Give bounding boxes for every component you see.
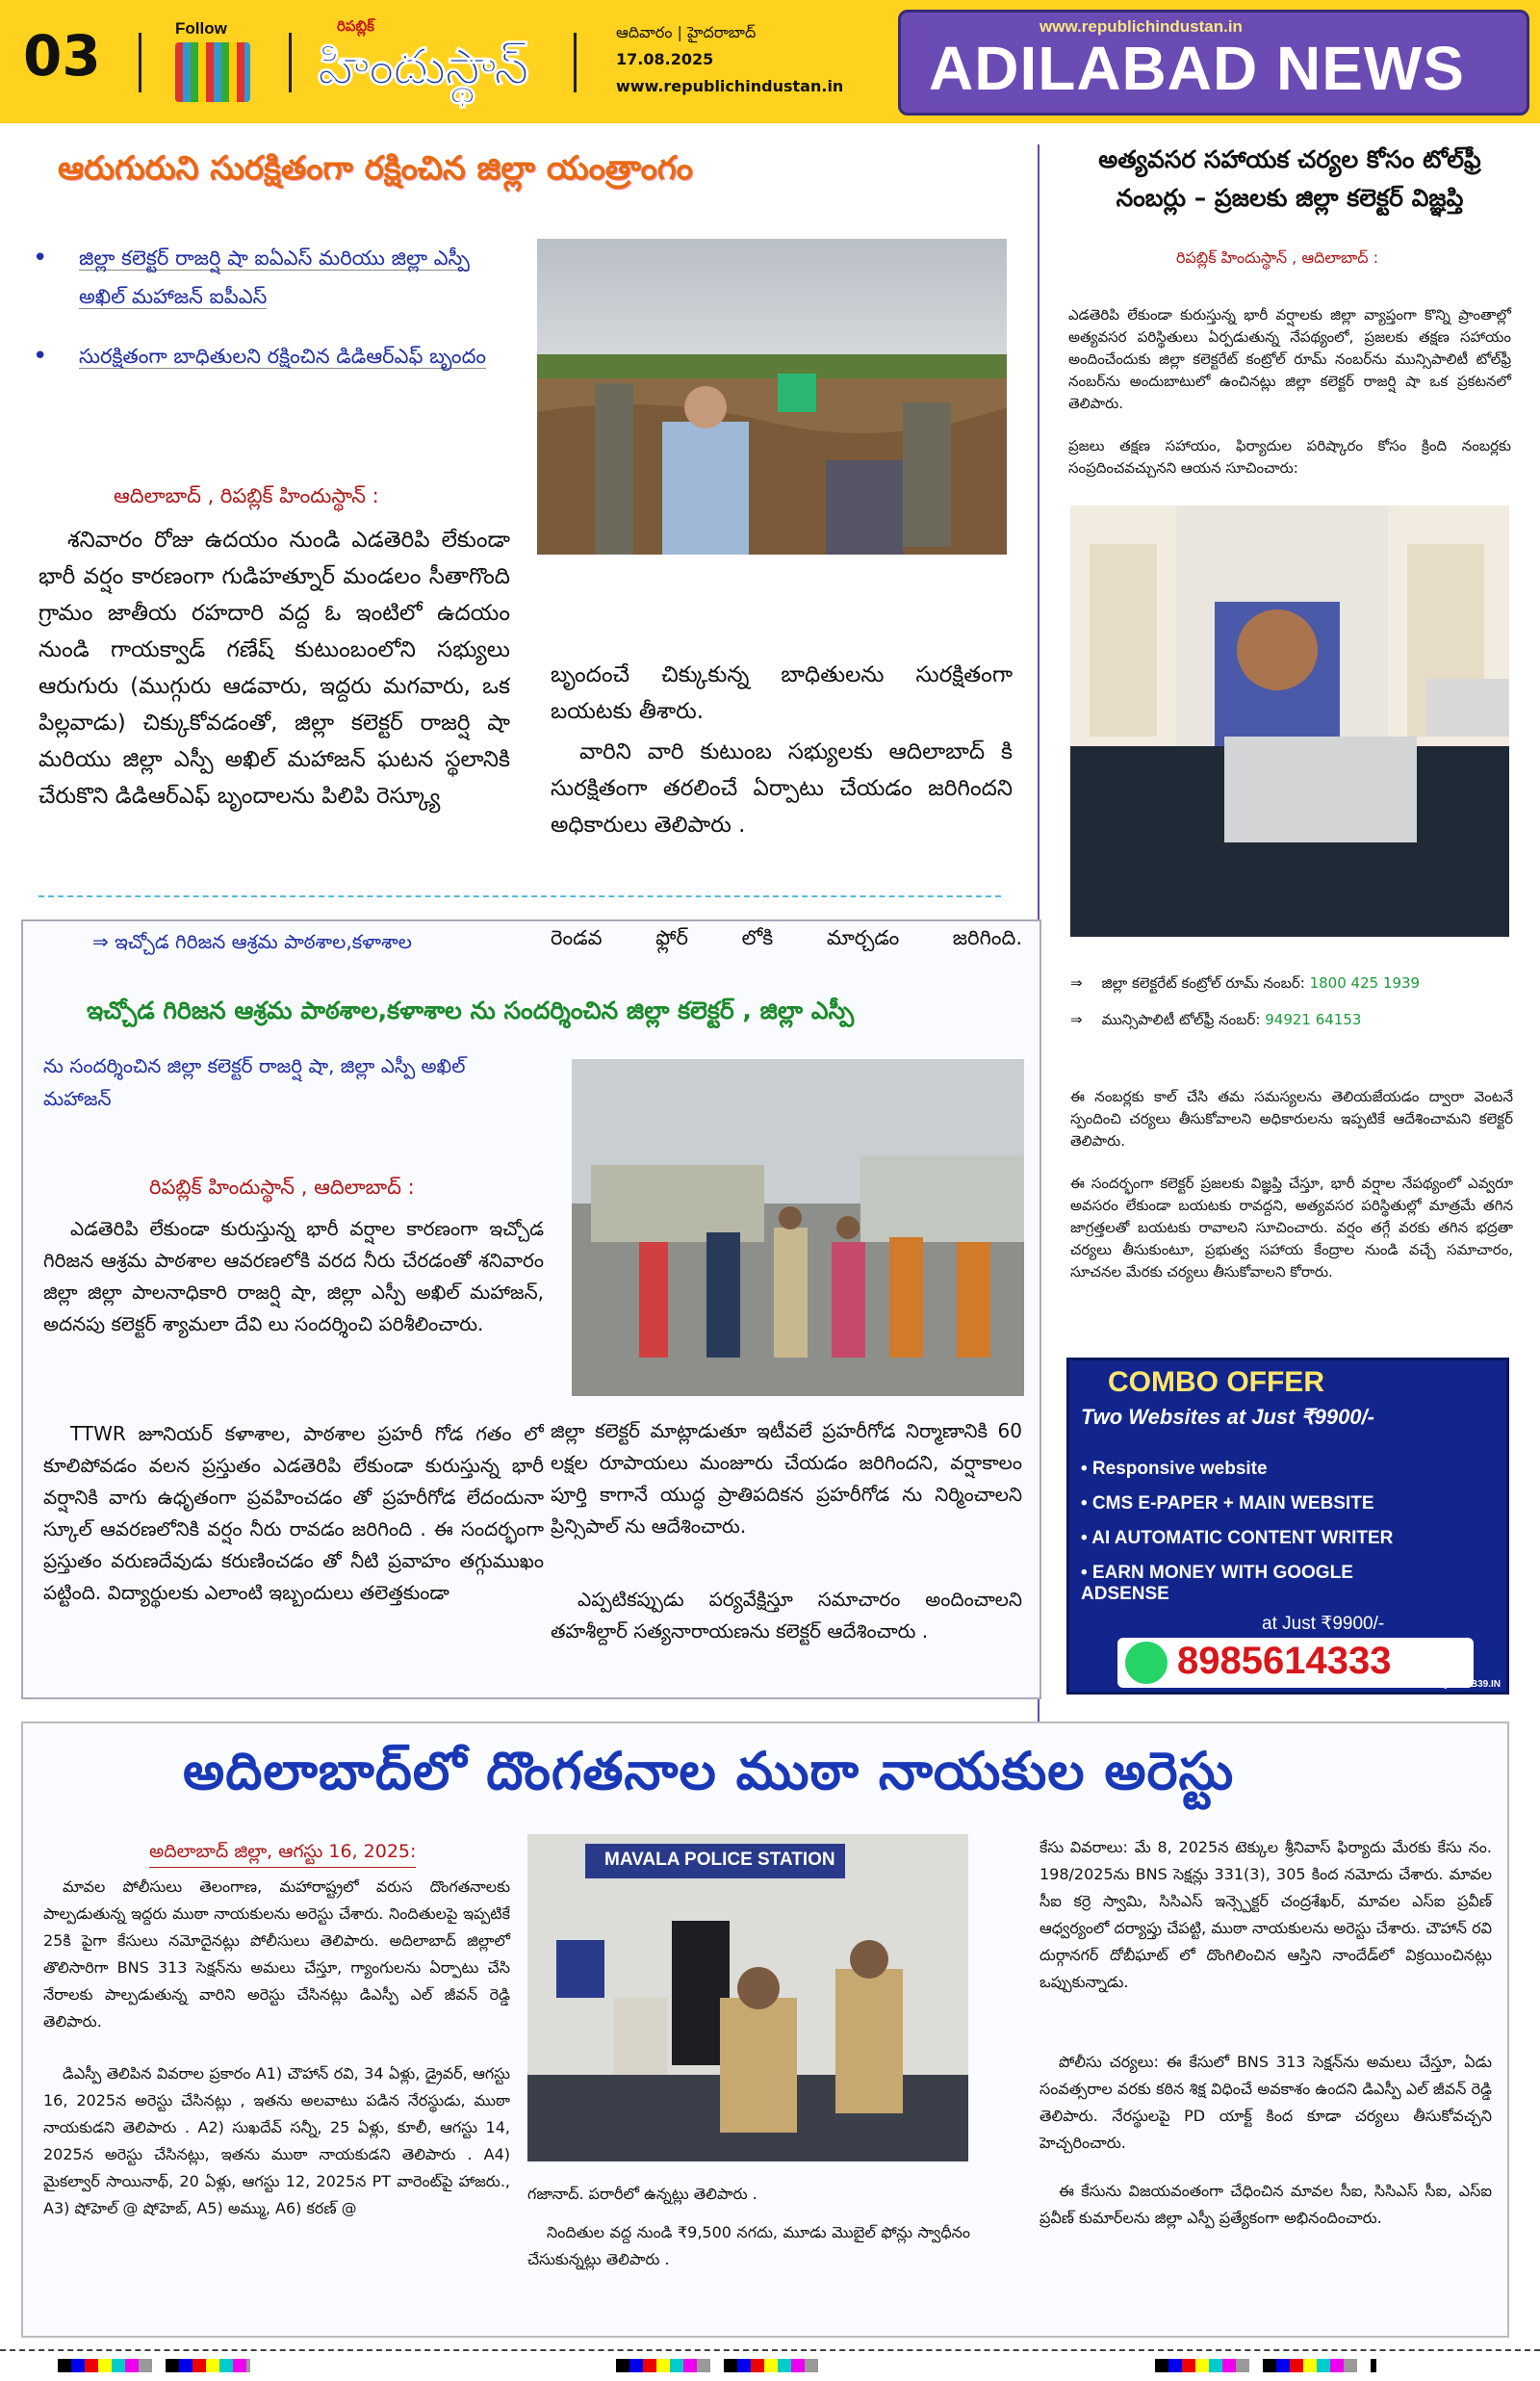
header-day-city: ఆదివారం | హైదరాబాద్	[616, 23, 757, 41]
police-station-sign: MAVALA POLICE STATION	[604, 1850, 835, 1870]
registration-colorbar	[616, 2359, 828, 2372]
story4-col1-p1: మావల పోలీసులు తెలంగాణ, మహారాష్ట్రలో వరుస దొంగతనాలకు పాల్పడుతున్న ఇద్దరు ముఠా నాయకులను అరెస్టు చేశారు. నిందితులపై ఇప్పటికే 25కి పైగా కేసులు నమోదైనట్లు పోలీసులు తెలిపారు. అదిలాబాద్ జిల్లాలో తొలిసారిగా BNS 313 సెక్షన్‌ను అమలు చేస్తూ, గ్యాంగులను ఏర్పాటు చేసి నేరాలకు పాల్పడుతున్న వారిని అరెస్టు చేసినట్లు డిఎస్పీ ఎల్ జీవన్ రెడ్డి తెలిపారు.	[43, 1877, 510, 2031]
masthead-brand: హిందుస్థాన్	[318, 39, 528, 96]
ad-price: at Just ₹9900/-	[1262, 1614, 1385, 1634]
story4-col3-p2: పోలీసు చర్యలు: ఈ కేసులో BNS 313 సెక్షన్‌ను అమలు చేస్తూ, ఏడు సంవత్సరాల వరకు కఠిన శిక్ష విధించే అవకాశం ఉందని డిఎస్పీ ఎల్ జీవన్ రెడ్డి తెలిపారు. నేరస్థులపై PD యాక్ట్ కింద కూడా చర్యలు తీసుకోవచ్చని హెచ్చరించారు.	[1040, 2053, 1492, 2152]
header-divider	[289, 33, 292, 92]
flood-rescue-photo	[537, 239, 1007, 555]
whatsapp-icon	[1125, 1642, 1168, 1684]
header-date: 17.08.2025	[616, 50, 714, 68]
ad-item: • AI AUTOMATIC CONTENT WRITER	[1081, 1528, 1394, 1548]
story1-body-left: శనివారం రోజు ఉదయం నుండి ఎడతెరిపి లేకుండా భారీ వర్షం కారణంగా గుడిహత్నూర్ మండలం సీతాగొంది గ్రామం జాతీయ రహదారి వద్ద ఓ ఇంటిలో ఉదయం నుండి గాయక్వాడ్ గణేష్ కుటుంబంలోని సభ్యులు ఆరుగురు (ముగ్గురు ఆడవారు, ఇద్దరు మగవారు, ఒక పిల్లవాడు) చిక్కుకోవడంతో, జిల్లా కలెక్టర్ రాజర్షి షా మరియు జిల్లా ఎస్పీ అఖిల్ మహాజన్ ఘటన స్థలానికి చేరుకొని డిడిఆర్ఎఫ్ బృందాలను పిలిపి రెస్క్యూ	[38, 528, 510, 809]
tollfree-row-2: ⇒ మున్సిపాలిటీ టోల్‌ఫ్రీ నంబర్: 94921 64153	[1070, 1011, 1362, 1028]
ad-powered: Powered by: WEB39.IN	[1395, 1679, 1501, 1690]
masthead-logo	[318, 17, 568, 96]
tollfree-row-1: ⇒ జిల్లా కలెక్టరేట్ కంట్రోల్ రూమ్ నంబర్: 1800 425 1939	[1070, 974, 1421, 992]
story4-col1-p2: డిఎస్పీ తెలిపిన వివరాల ప్రకారం A1) చౌహాన్ రవి, 34 ఏళ్లు, డ్రైవర్, ఆగస్టు 16, 2025న అరెస్టు చేసినట్లు , ఇతను అలవాటు పడిన నేరస్థుడు, ముఠా నాయకుడని తెలిపారు . A2) సుఖదేవ్ సన్నీ, 25 ఏళ్లు, కూలీ, ఆగస్టు 14, 2025న అరెస్టు చేసినట్లు, ఇతను ముఠా నాయకుడని తెలిపారు . A4) మైకల్వార్ సాయినాథ్, 20 ఏళ్లు, ఆగస్టు 12, 2025న PT వారెంట్‌పై హాజరు., A3) షోహెల్ @ షోహెబ్, A5) అమ్ము, A6) కరణ్ @	[43, 2064, 510, 2217]
story4-headline: అదిలాబాద్‌లో దొంగతనాల ముఠా నాయకుల అరెస్టు	[183, 1741, 1235, 1801]
story4-col2-p1: గజానాద్. పరారీలో ఉన్నట్లు తెలిపారు .	[527, 2185, 757, 2203]
ad-item: • EARN MONEY WITH GOOGLE ADSENSE	[1081, 1563, 1353, 1604]
story2-dateline: రిపబ్లిక్ హిందుస్థాన్ , ఆదిలాబాద్ :	[149, 1176, 415, 1199]
social-icons-grid[interactable]	[175, 42, 250, 102]
story3-para2: ప్రజలు తక్షణ సహాయం, ఫిర్యాదుల పరిష్కారం కోసం క్రింది నంబర్లకు సంప్రదించవచ్చునని ఆయన సూచించారు:	[1068, 437, 1511, 477]
story1-headline: ఆరుగురుని సురక్షితంగా రక్షించిన జిల్లా యంత్రాంగం	[58, 149, 693, 188]
collector-photo	[1070, 505, 1509, 937]
section-divider	[38, 895, 1001, 897]
story1-body-right-1: బృందంచే చిక్కుకున్న బాధితులను సురక్షితంగా బయటకు తీశారు.	[551, 662, 1013, 724]
masthead-prefix: రిపబ్లిక్	[337, 17, 374, 35]
edition-url[interactable]: www.republichindustan.in	[1040, 17, 1243, 36]
story4-col2-p2: నిందితుల వద్ద నుండి ₹9,500 నగదు, మూడు మొబైల్ ఫోన్లు స్వాధీనం చేసుకున్నట్లు తెలిపారు .	[527, 2223, 970, 2268]
story2-para4: ఎప్పటికప్పుడు పర్యవేక్షిస్తూ సమాచారం అందించాలని తహశీల్దార్ సత్యనారాయణను కలెక్టర్ ఆదేశించారు .	[551, 1588, 1022, 1643]
registration-colorbar	[1155, 2359, 1376, 2372]
header-meta	[616, 19, 843, 100]
ad-subtitle: Two Websites at Just ₹9900/-	[1081, 1405, 1374, 1429]
story2-headline: ఇచ్చోడ గిరిజన ఆశ్రమ పాఠశాల,కళాశాల ను సందర్శించిన జిల్లా కలెక్టర్ , జిల్లా ఎస్పీ	[87, 996, 855, 1024]
footer-dashed-rule	[0, 2349, 1540, 2351]
story1-bullet: • జిల్లా కలెక్టర్ రాజర్షి షా ఐఏఎస్ మరియు జిల్లా ఎస్పీ అఖిల్ మహాజన్ ఐపీఎస్	[29, 239, 510, 316]
combo-offer-ad[interactable]	[1066, 1358, 1509, 1695]
ad-item: • Responsive website	[1081, 1459, 1268, 1479]
tollfree-number[interactable]: 94921 64153	[1265, 1011, 1362, 1028]
school-visit-photo	[572, 1059, 1024, 1396]
header-divider	[139, 33, 141, 92]
story3-headline: అత్యవసర సహాయక చర్యల కోసం టోల్‌ఫ్రీ నంబర్లు – ప్రజలకు జిల్లా కలెక్టర్ విజ్ఞప్తి	[1098, 145, 1481, 212]
ad-item: • CMS E-PAPER + MAIN WEBSITE	[1081, 1493, 1374, 1514]
follow-label: Follow	[175, 19, 227, 38]
header-website[interactable]: www.republichindustan.in	[616, 77, 844, 95]
story4-dateline: అదిలాబాద్ జిల్లా, ఆగస్టు 16, 2025:	[149, 1841, 416, 1868]
ad-phone[interactable]: 8985614333	[1177, 1640, 1392, 1682]
story3-dateline: రిపబ్లిక్ హిందుస్థాన్ , ఆదిలాబాద్ :	[1176, 248, 1379, 267]
story4-col3-p3: ఈ కేసును విజయవంతంగా చేధించిన మావల సీఐ, సిసిఎస్ సీఐ, ఎస్ఐ ప్రవీణ్ కుమార్‌లను జిల్లా ఎస్పీ ప్రత్యేకంగా అభినందించారు.	[1040, 2182, 1492, 2227]
police-station-photo	[527, 1834, 968, 2161]
registration-colorbar	[58, 2359, 250, 2372]
page-number: 03	[23, 23, 101, 89]
tollfree-number[interactable]: 1800 425 1939	[1309, 974, 1421, 992]
story3-para4: ఈ సందర్భంగా కలెక్టర్ ప్రజలకు విజ్ఞప్తి చేస్తూ, భారీ వర్షాల నేపథ్యంలో ఎవ్వరూ అవసరం లేకుండా బయటకు రావద్దని, అత్యవసర పరిస్థితుల్లో మాత్రమే తగిన జాగ్రత్తలతో బయటకు రావాలని సూచించారు. వర్షం తగ్గే వరకు తగిన భద్రతా చర్యలు తీసుకుంటూ, ప్రభుత్వ సహాయ కేంద్రాల నుండి వచ్చే సమాచారం, సూచనల మేరకు చర్యలు తీసుకోవాలని కోరారు.	[1070, 1175, 1513, 1281]
story1-bullet: • సురక్షితంగా బాధితులని రక్షించిన డిడిఆర్ఎఫ్ బృందం	[29, 337, 510, 375]
story2-subhead: ను సందర్శించిన జిల్లా కలెక్టర్ రాజర్షి షా, జిల్లా ఎస్పీ అఖిల్ మహాజన్	[43, 1054, 466, 1110]
ad-title: COMBO OFFER	[1108, 1366, 1324, 1398]
header-divider	[574, 33, 577, 92]
story2-kicker-right: రెండవ ఫ్లోర్ లోకి మార్చడం జరిగింది.	[551, 926, 1022, 949]
story4-col3-p1: కేసు వివరాలు: మే 8, 2025న టెక్కుల శ్రీనివాస్ ఫిర్యాదు మేరకు కేసు నం. 198/2025ను BNS సెక్షన్లు 331(3), 305 కింద నమోదు చేశారు. మావల సీఐ కర్రె స్వామి, సిసిఎస్ ఇన్స్పెక్టర్ చంద్రశేఖర్, మావల ఎస్ఐ ప్రవీణ్ ఆధ్వర్యంలో దర్యాప్తు చేపట్టి, ముఠా నాయకులను అరెస్టు చేశారు. చౌహాన్ రవి దుర్గానగర్ దోబీఘాట్ లో దొంగిలించిన ఆస్తిని నాందేడ్‌లో విక్రయించినట్లు ఒప్పుకున్నాడు.	[1040, 1838, 1492, 1991]
story2-kicker: ⇒ ఇచ్చోడ గిరిజన ఆశ్రమ పాఠశాల,కళాశాల	[92, 930, 412, 953]
edition-title: ADILABAD NEWS	[929, 34, 1465, 103]
story1-body-right-2: వారిని వారి కుటుంబ సభ్యులకు ఆదిలాబాద్ కి సురక్షితంగా తరలించే ఏర్పాటు చేయడం జరిగిందని అధికారులు తెలిపారు .	[551, 739, 1013, 838]
story2-para2: TTWR జూనియర్ కళాశాల, పాఠశాల ప్రహరీ గోడ గతం లో కూలిపోవడం వలన ప్రస్తుతం ఎడతెరిపి లేకుండా కురుస్తున్న భారీ వర్షానికి వాగు ఉధృతంగా ప్రవహించడం తో ప్రహరీగోడ లేదందునా స్కూల్ ఆవరణలోనికి వర్షం నీరు రావడం జరిగింది . ఈ సందర్భంగా ప్రస్తుతం వరుణదేవుడు కరుణించడం తో నీటి ప్రవాహం తగ్గుముఖం పట్టింది. విద్యార్థులకు ఎలాంటి ఇబ్బందులు తలెత్తకుండా	[43, 1422, 544, 1604]
story3-para3: ఈ నంబర్లకు కాల్ చేసి తమ సమస్యలను తెలియజేయడం ద్వారా వెంటనే స్పందించి చర్యలు తీసుకోవాలని అధికారులను ఇప్పటికే ఆదేశించామని కలెక్టర్ తెలిపారు.	[1070, 1088, 1513, 1150]
story1-bullets	[29, 239, 510, 397]
story2-para3: జిల్లా కలెక్టర్ మాట్లాడుతూ ఇటీవలే ప్రహరీగోడ నిర్మాణానికి 60 లక్షల రూపాయలు మంజూరు చేయడం జరిగిందని, వర్షాకాలం పూర్తి కాగానే యుద్ధ ప్రాతిపదికన ప్రహరీగోడ ను నిర్మించాలని ప్రిన్సిపాల్ ను ఆదేశించారు.	[551, 1419, 1022, 1538]
story3-para1: ఎడతెరిపి లేకుండా కురుస్తున్న భారీ వర్షాలకు జిల్లా వ్యాప్తంగా కొన్ని ప్రాంతాల్లో అత్యవసర పరిస్థితులు ఏర్పడుతున్న నేపథ్యంలో, ప్రజలకు తక్షణ సహాయం అందించేందుకు జిల్లా కలెక్టరేట్ కంట్రోల్ రూమ్ నంబర్‌ను మున్సిపాలిటీ టోల్‌ఫ్రీ నంబర్‌ను అందుబాటులో ఉంచినట్లు జిల్లా కలెక్టర్ రాజర్షి షా ఒక ప్రకటనలో తెలిపారు.	[1068, 306, 1511, 412]
story2-para1: ఎడతెరిపి లేకుండా కురుస్తున్న భారీ వర్షాల కారణంగా ఇచ్చోడ గిరిజన ఆశ్రమ పాఠశాల ఆవరణలోకి వరద నీరు చేరడంతో శనివారం జిల్లా జిల్లా పాలనాధికారి రాజర్షి షా, జిల్లా ఎస్పీ అఖిల్ మహాజన్, అదనపు కలెక్టర్ శ్యామలా దేవి లు సందర్శించి పరిశీలించారు.	[43, 1217, 544, 1335]
story1-dateline: ఆదిలాబాద్ , రిపబ్లిక్ హిందుస్థాన్ :	[114, 484, 379, 507]
